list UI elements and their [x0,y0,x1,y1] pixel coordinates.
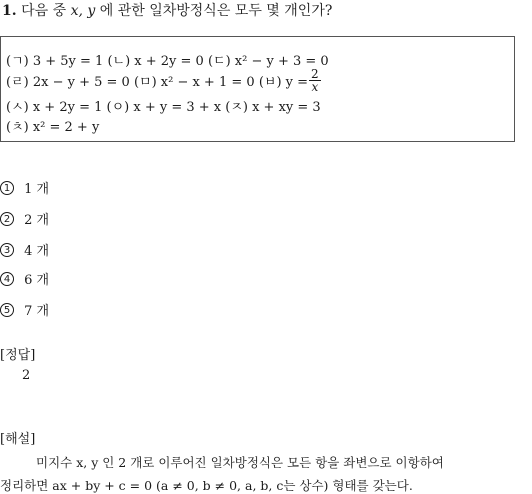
choice-text-5: 7 개 [24,304,50,319]
question-number: 1. [2,3,17,19]
explanation-label: [해설] [0,432,36,447]
explanation-line-1: 미지수 x, y 인 2 개로 이루어진 일차방정식은 모든 항을 좌변으로 이항하여 [36,455,444,470]
question-stem [2,0,332,20]
explanation-line-2: 정리하면 ax + by + c = 0 (a ≠ 0, b ≠ 0, a, b, c는 상수) 형태를 갖는다. [0,478,413,493]
equation-row-3 [6,96,321,115]
equation-g: (ㅅ) x + 2y = 1 [6,100,103,115]
choice-3[interactable] [0,240,49,259]
choice-text-3: 4 개 [24,244,50,259]
choice-5[interactable] [0,300,49,319]
question-vars: x, y [70,3,96,19]
answer-label: [정답] [0,348,36,363]
fraction-denominator: x [311,79,319,94]
fraction [309,68,321,93]
equation-c: (ㄷ) x² − y + 3 = 0 [207,54,329,69]
choice-text-2: 2 개 [24,213,50,228]
equation-j: (ㅊ) x² = 2 + y [6,120,100,135]
equation-e: (ㅁ) x² − x + 1 = 0 [133,74,255,90]
choice-1[interactable] [0,178,49,197]
equation-a: (ㄱ) 3 + 5y = 1 [6,54,104,69]
choice-circle-5: 5 [0,303,14,317]
choice-2[interactable] [0,209,49,228]
equation-i: (ㅈ) x + xy = 3 [225,100,321,115]
equation-row-4 [6,116,99,135]
choice-circle-3: 3 [0,243,14,257]
choice-4[interactable] [0,269,49,288]
choice-circle-2: 2 [0,212,14,226]
equation-d: (ㄹ) 2x − y + 5 = 0 [6,74,130,90]
equation-row-2 [6,66,322,94]
question-text-pre: 다음 중 [21,3,71,19]
choice-circle-1: 1 [0,181,14,195]
answer-value: 2 [22,368,31,383]
choice-text-1: 1 개 [24,182,50,197]
equation-b: (ㄴ) x + 2y = 0 [107,54,204,69]
question-text-post: 에 관한 일차방정식은 모두 몇 개인가? [95,3,333,19]
choice-circle-4: 4 [0,272,14,286]
choice-text-4: 6 개 [24,273,50,288]
equation-h: (ㅇ) x + y = 3 + x [106,100,222,115]
equation-f-prefix: (ㅂ) y = [258,74,309,90]
fraction-numerator: 2 [311,66,319,81]
